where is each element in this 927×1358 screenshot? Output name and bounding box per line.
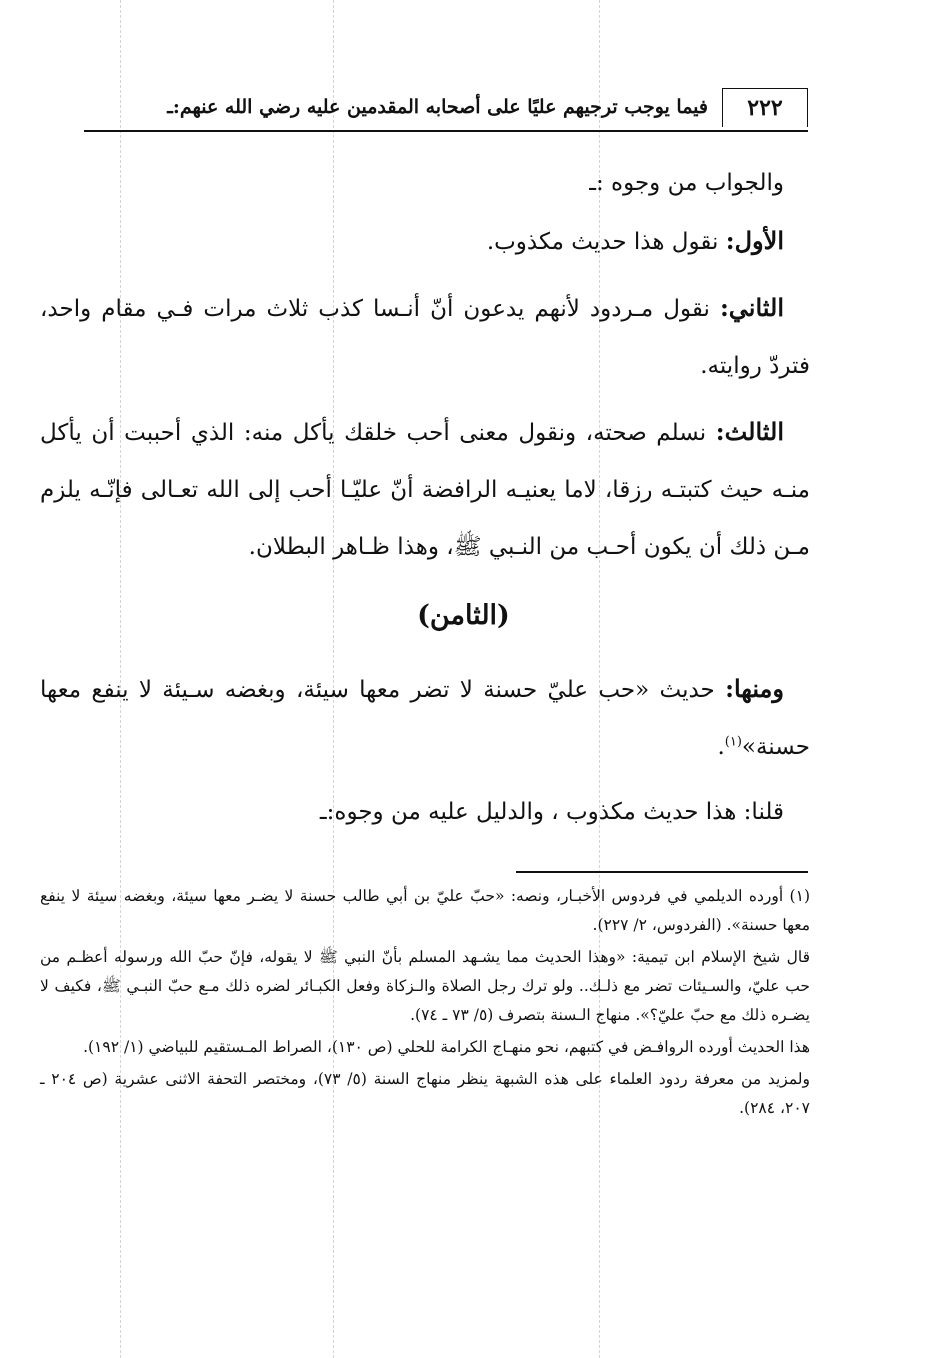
running-head: فيما يوجب ترجيهم عليًا على أصحابه المقدمين عليه رضي الله عنهم:ـ xyxy=(167,96,708,118)
third-label: الثالث: xyxy=(715,417,784,446)
footnotes xyxy=(40,882,810,1126)
paragraph-second: الثاني: نقول مـردود لأنهم يدعون أنّ أنـسا كذب ثلاث مرات فـي مقام واحد، فتردّ روايته. xyxy=(40,293,810,379)
hadith-label: ومنها: xyxy=(725,674,784,703)
footnote-separator xyxy=(516,871,808,873)
main-text xyxy=(40,155,810,576)
intro-line: والجواب من وجوه :ـ xyxy=(589,170,784,196)
paragraph-reply: قلنا: هذا حديث مكذوب ، والدليل عليه من وجوه:ـ xyxy=(319,799,784,825)
page-header xyxy=(84,82,808,132)
footnote-item: قال شيخ الإسلام ابن تيمية: «وهذا الحديث مما يشـهد المسلم بأنّ النبي ﷺ لا يقوله، فإنّ حبّ الله ورسوله أعظـم من حب عليّ، والسـيئات تضر مع ذلـك.. ولو ترك رجل الصلاة والـزكاة وفعل الكبـائر لضره ذلك مـع حبّ النبـي ﷺ، فكيف لا يضـره ذلك مع حبّ عليّ؟». منهاج الـسنة بتصرف (٥/ ٧٣ ـ ٧٤). xyxy=(40,948,810,1024)
section-heading: (الثامن) xyxy=(417,600,510,631)
main-text-continued xyxy=(40,660,810,841)
second-label: الثاني: xyxy=(719,293,785,322)
page-number: ٢٢٢ xyxy=(722,88,808,127)
first-label: الأول: xyxy=(725,226,784,255)
paragraph-third: الثالث: نسلم صحته، ونقول معنى أحب خلقك يأكل منه: الذي أحببت أن يأكل منـه حيث كتبتـه رزقا، لاما يعنيـه الرافضة أنّ عليّـا أحب إلى الله تعـالى فإنّـه يلزم مـن ذلك أن يكون أحـب من النـبي ﷺ، وهذا ظـاهر البطلان. xyxy=(40,417,810,560)
footnote-item: (١) أورده الديلمي في فردوس الأخبـار، ونصه: «حبّ عليّ بن أبي طالب حسنة لا يضـر معها سيئة، وبغضه سيئة لا ينفع معها حسنة». (الفردوس، ٢/ ٢٢٧). xyxy=(40,887,810,934)
paragraph-hadith: ومنها: حديث «حب عليّ حسنة لا تضر معها سيئة، وبغضه سـيئة لا ينفع معها حسنة»$^{(١)}$. xyxy=(40,674,810,760)
footnote-item: ولمزيد من معرفة ردود العلماء على هذه الشبهة ينظر منهاج السنة (٥/ ٧٣)، ومختصر التحفة الاثنى عشرية (ص ٢٠٤ ـ ٢٠٧، ٢٨٤). xyxy=(40,1070,810,1117)
footnote-item: هذا الحديث أورده الروافـض في كتبهم، نحو منهـاج الكرامة للحلي (ص ١٣٠)، الصراط المـستقيم للبياضي (١/ ١٩٢). xyxy=(83,1038,810,1056)
paragraph-first: الأول: نقول هذا حديث مكذوب. xyxy=(486,226,784,255)
footnote-reference[interactable]: (١) xyxy=(724,734,742,750)
